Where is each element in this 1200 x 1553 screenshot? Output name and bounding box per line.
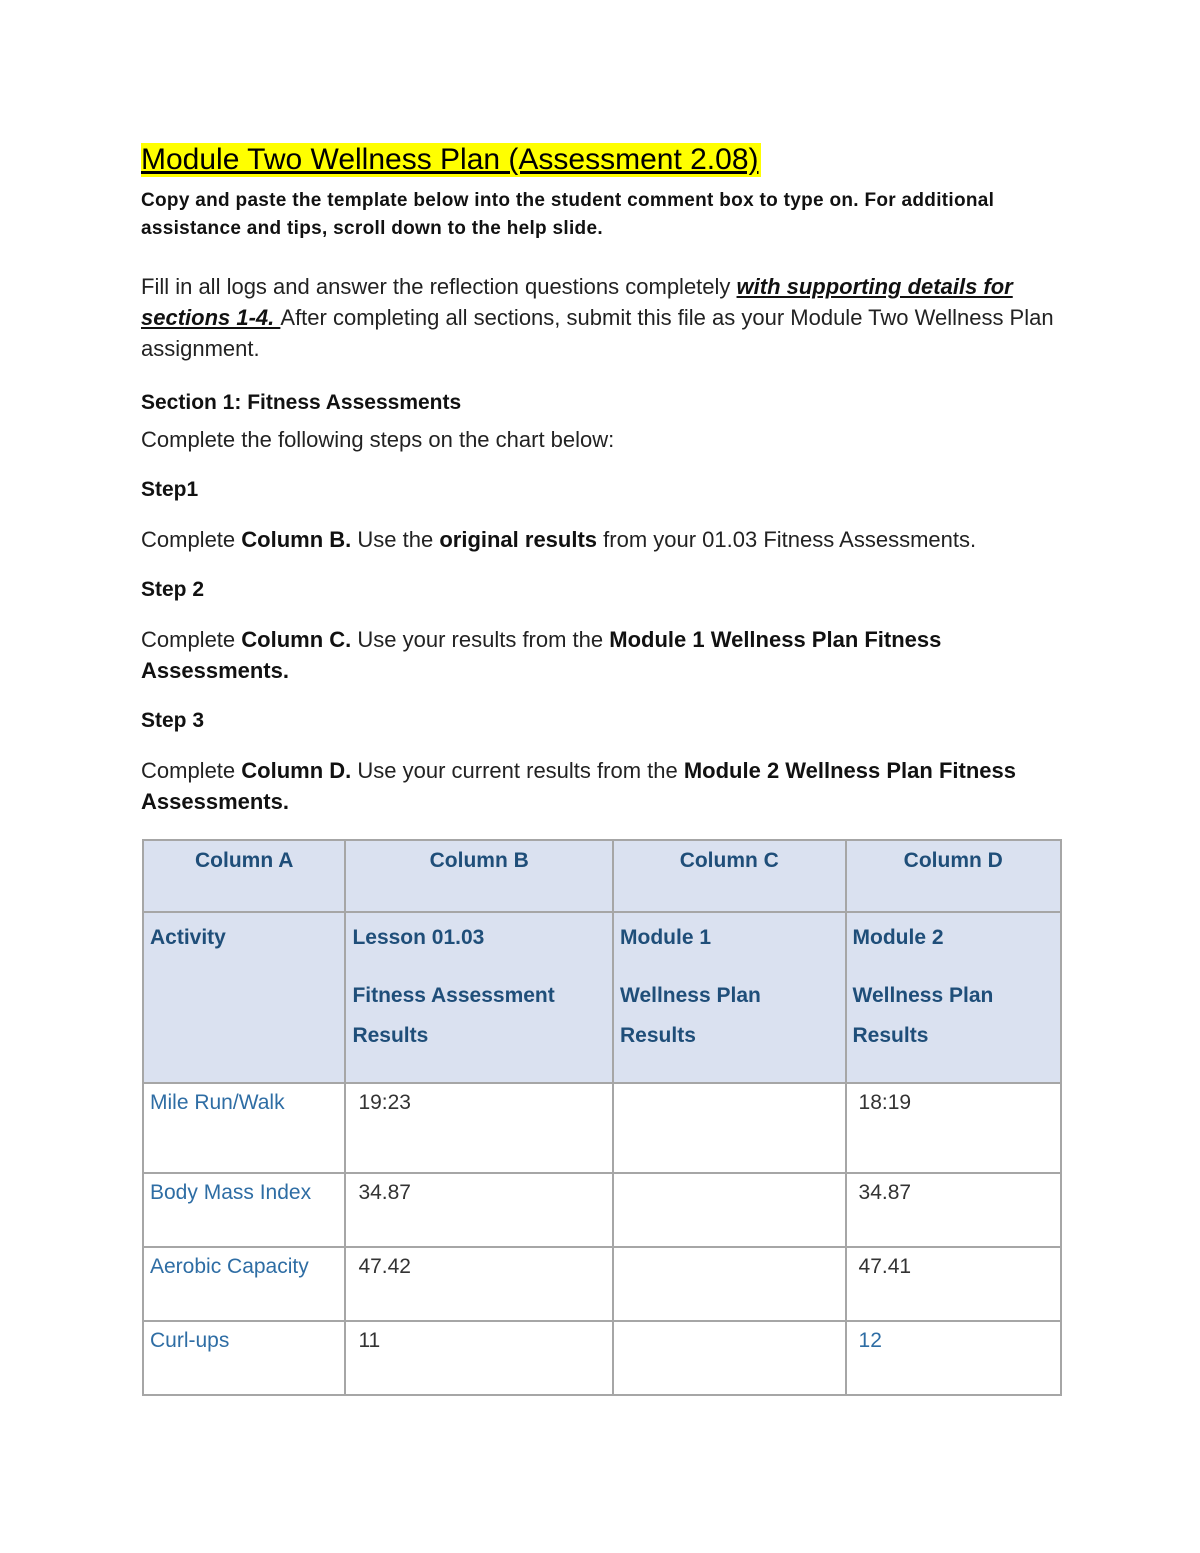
lesson-result-cell[interactable]: 34.87 <box>345 1173 613 1247</box>
lesson-result-cell[interactable]: 19:23 <box>345 1083 613 1173</box>
intro-paragraph <box>141 271 1061 364</box>
lesson-label-2: Fitness Assessment <box>352 984 555 1007</box>
module1-result-cell[interactable] <box>613 1173 846 1247</box>
step-2-text <box>141 624 1061 686</box>
table-header-row <box>143 840 1061 912</box>
template-instructions: Copy and paste the template below into the student comment box to type on. For additional assistance and tips, scroll down to the help slide. <box>141 190 995 239</box>
module1-label-3: Results <box>620 1024 696 1047</box>
module2-label-3: Results <box>852 1024 929 1047</box>
lesson-result-cell[interactable]: 47.42 <box>345 1247 613 1321</box>
module1-subheader <box>613 912 846 1083</box>
step-3-heading: Step 3 <box>141 709 205 732</box>
intro-text-1: Fill in all logs and answer the reflection questions completely <box>141 274 737 299</box>
module1-result-cell[interactable] <box>613 1083 846 1173</box>
step-3-mid: Use your current results from the <box>351 758 684 783</box>
module1-result-cell[interactable] <box>613 1247 846 1321</box>
step-1-mid: Use the <box>351 527 440 552</box>
activity-cell: Body Mass Index <box>143 1173 345 1247</box>
step-2-bold: Module 1 Wellness Plan Fitness Assessments. <box>141 627 942 683</box>
column-d-header: Column D <box>846 840 1061 912</box>
module1-label-2: Wellness Plan <box>620 984 761 1007</box>
table-row <box>143 1321 1061 1395</box>
module2-label-2: Wellness Plan <box>852 984 994 1007</box>
step-1-heading: Step1 <box>141 478 199 501</box>
step-2-mid: Use your results from the <box>351 627 610 652</box>
activity-cell: Aerobic Capacity <box>143 1247 345 1321</box>
column-c-header: Column C <box>613 840 846 912</box>
table-row <box>143 1083 1061 1173</box>
activity-subheader <box>143 912 345 1083</box>
column-a-header: Column A <box>143 840 345 912</box>
table-row <box>143 1247 1061 1321</box>
step-1-bold: original results <box>439 527 598 552</box>
lesson-label-1: Lesson 01.03 <box>352 926 485 949</box>
lesson-subheader <box>345 912 613 1083</box>
module2-result-cell[interactable]: 12 <box>846 1321 1061 1395</box>
module2-label-1: Module 2 <box>852 926 944 949</box>
step-1-post: from your 01.03 Fitness Assessments. <box>597 527 977 552</box>
activity-label: Activity <box>150 926 226 949</box>
column-b-header: Column B <box>345 840 613 912</box>
intro-text-2: After completing all sections, submit this file as your Module Two Wellness Plan assignment. <box>141 305 1054 361</box>
table-subheader-row <box>143 912 1061 1083</box>
section-1-description: Complete the following steps on the chart below: <box>141 427 615 452</box>
module2-result-cell[interactable]: 47.41 <box>846 1247 1061 1321</box>
step-2-column: Column C. <box>241 627 352 652</box>
step-3-column: Column D. <box>241 758 352 783</box>
module1-result-cell[interactable] <box>613 1321 846 1395</box>
step-3-text <box>141 755 1061 817</box>
module2-subheader <box>846 912 1061 1083</box>
activity-cell: Mile Run/Walk <box>143 1083 345 1173</box>
activity-cell: Curl-ups <box>143 1321 345 1395</box>
lesson-result-cell[interactable]: 11 <box>345 1321 613 1395</box>
step-1-pre: Complete <box>141 527 242 552</box>
document-page <box>141 143 1061 817</box>
module1-label-1: Module 1 <box>620 926 712 949</box>
step-2-heading: Step 2 <box>141 578 205 601</box>
document-title: Module Two Wellness Plan (Assessment 2.08) <box>141 143 759 176</box>
section-1-heading: Section 1: Fitness Assessments <box>141 391 462 414</box>
module2-result-cell[interactable]: 18:19 <box>846 1083 1061 1173</box>
lesson-label-3: Results <box>352 1024 429 1047</box>
table-row <box>143 1173 1061 1247</box>
step-3-bold: Module 2 Wellness Plan Fitness Assessments. <box>141 758 1016 814</box>
module2-result-cell[interactable]: 34.87 <box>846 1173 1061 1247</box>
step-3-pre: Complete <box>141 758 242 783</box>
step-1-column: Column B. <box>241 527 352 552</box>
step-1-text <box>141 524 1061 555</box>
intro-emphasis: with supporting details for sections 1-4. <box>141 274 1013 330</box>
fitness-assessment-table <box>142 839 1062 1396</box>
step-2-pre: Complete <box>141 627 242 652</box>
